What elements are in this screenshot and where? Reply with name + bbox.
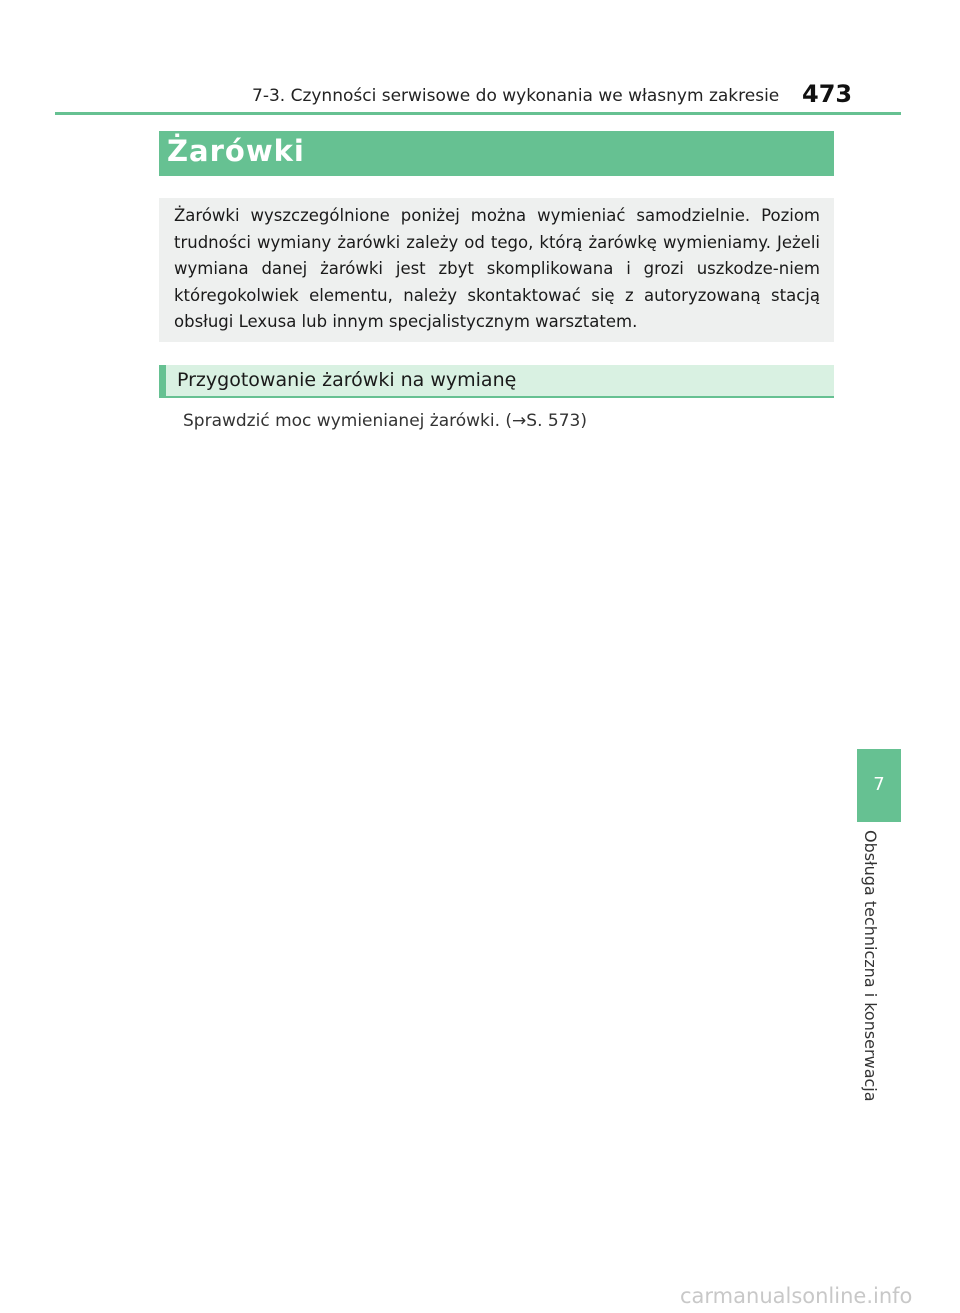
chapter-number: 7 [873, 774, 885, 795]
body-paragraph: Sprawdzić moc wymienianej żarówki. (→S. 573) [183, 411, 587, 431]
intro-text: Żarówki wyszczególnione poniżej można wymieniać samodzielnie. Poziom trudności wymiany żarówki zależy od tego, którą żarówkę wymieniamy. Jeżeli wymiana danej żarówki jest zbyt skomplikowana i grozi uszkodze-niem któregokolwiek elementu, należy skontaktować się z autoryzowaną stacją obsługi Lexusa lub innym specjalistycznym warsztatem. [174, 206, 820, 331]
header-rule [55, 112, 901, 115]
subsection-marker [159, 365, 166, 396]
page-number: 473 [802, 80, 853, 108]
chapter-label: Obsługa techniczna i konserwacja [861, 830, 880, 1102]
subsection-title: Przygotowanie żarówki na wymianę [177, 369, 517, 391]
intro-box [159, 198, 834, 342]
section-title-bar [159, 131, 834, 176]
section-title: Żarówki [167, 134, 305, 168]
chapter-tab [857, 749, 901, 822]
watermark: carmanualsonline.info [680, 1284, 913, 1308]
subsection-header [159, 365, 834, 398]
running-header: 7-3. Czynności serwisowe do wykonania we własnym zakresie [252, 86, 780, 106]
